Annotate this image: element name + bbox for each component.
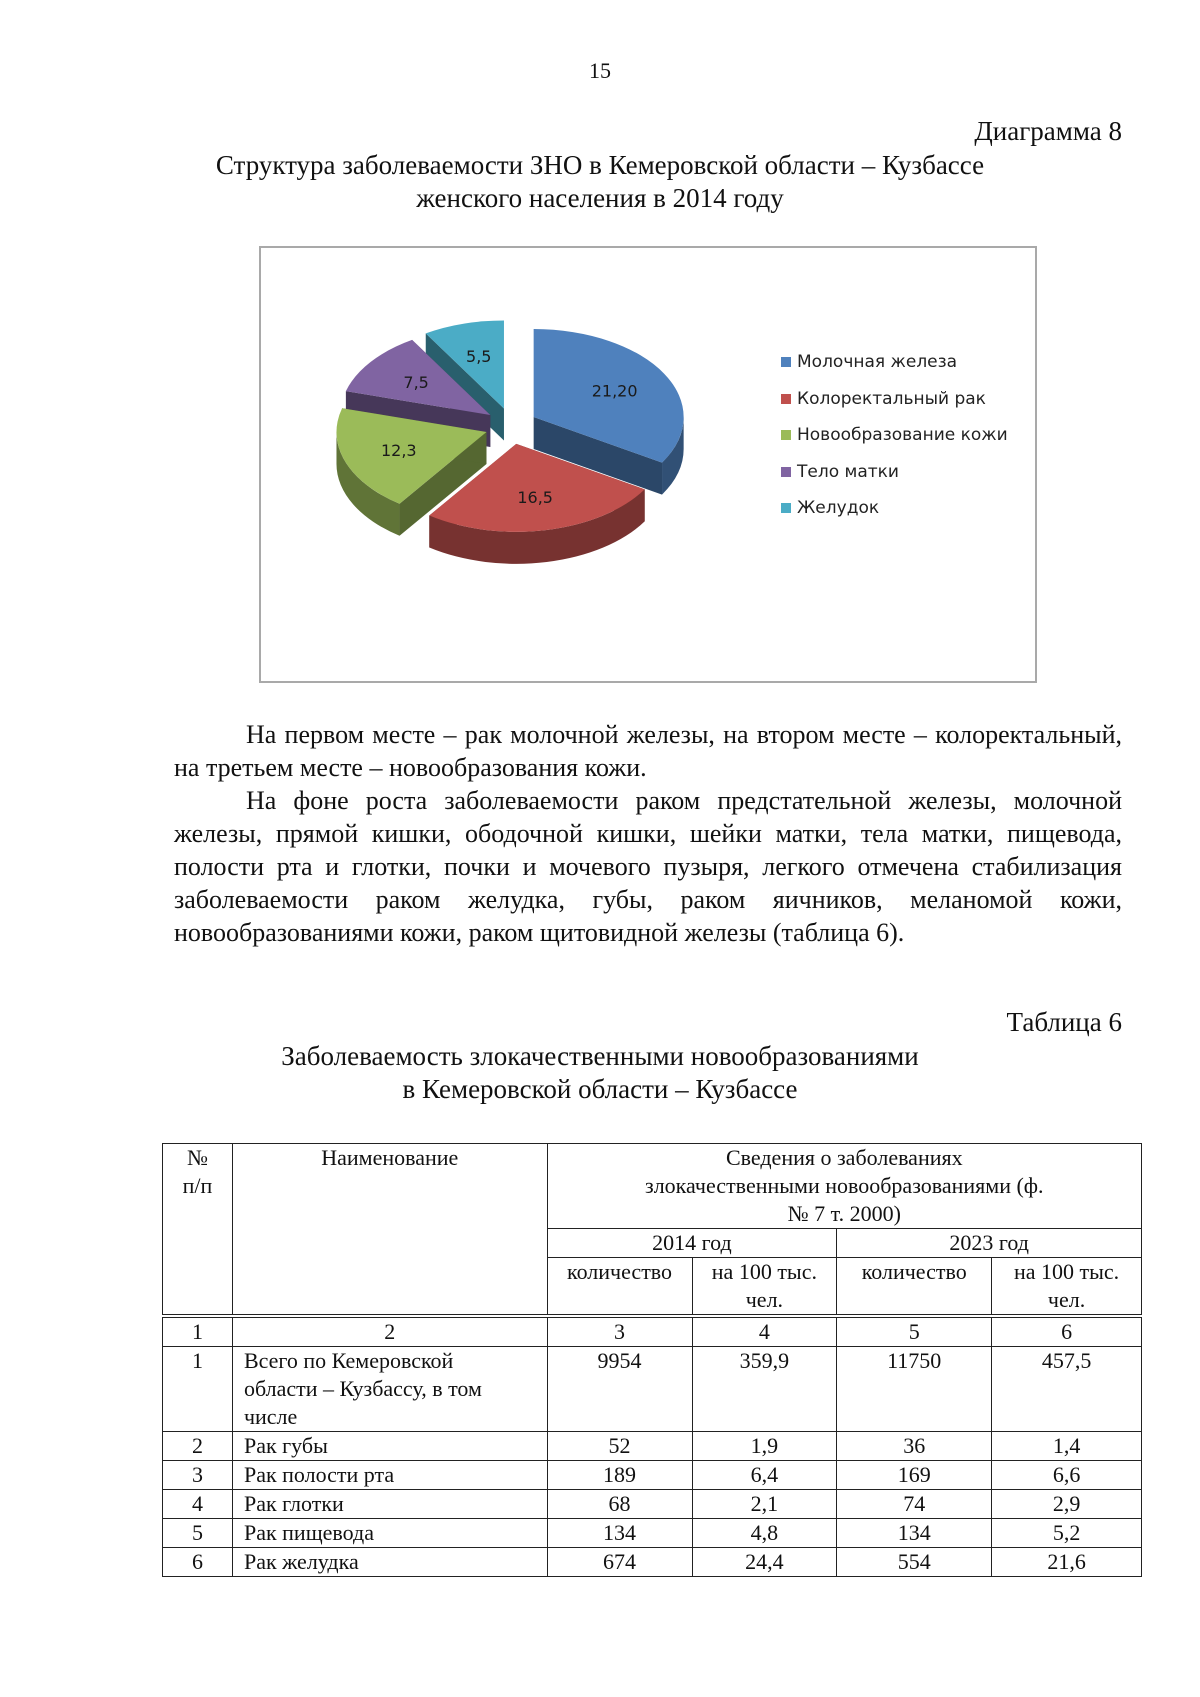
cell-num: 1 xyxy=(163,1347,233,1432)
header-num: № п/п xyxy=(163,1144,233,1315)
cell-rate-2014: 4,8 xyxy=(692,1519,837,1548)
pie-chart xyxy=(259,246,1037,683)
data-label-skin: 12,3 xyxy=(380,441,417,461)
cell-count-2023: 134 xyxy=(837,1519,992,1548)
legend-label-skin: Новообразование кожи xyxy=(797,425,1008,445)
cell-num: 4 xyxy=(163,1490,233,1519)
legend-label-colorectal: Колоректальный рак xyxy=(797,388,986,409)
incidence-table-grid xyxy=(162,1143,1142,1577)
header-count-2014: количество xyxy=(547,1258,692,1315)
legend-swatch-stomach xyxy=(781,503,791,513)
cell-rate-2014: 6,4 xyxy=(692,1461,837,1490)
cell-count-2023: 554 xyxy=(837,1548,992,1577)
legend-item-colorectal xyxy=(781,388,1008,410)
cell-count-2014: 674 xyxy=(547,1548,692,1577)
cell-rate-2023: 21,6 xyxy=(992,1548,1142,1577)
table-row xyxy=(163,1548,1142,1577)
cell-count-2014: 189 xyxy=(547,1461,692,1490)
header-name: Наименование xyxy=(232,1144,547,1315)
cell-rate-2023: 6,6 xyxy=(992,1461,1142,1490)
legend-item-breast xyxy=(781,351,1008,373)
diagram-title-line1: Структура заболеваемости ЗНО в Кемеровской области – Кузбассе xyxy=(215,150,985,180)
header-year-2014: 2014 год xyxy=(547,1229,837,1258)
cell-count-2023: 169 xyxy=(837,1461,992,1490)
header-rate-2023: на 100 тыс. чел. xyxy=(992,1258,1142,1315)
table-caption: Таблица 6 xyxy=(1006,1007,1122,1037)
data-label-breast: 21,20 xyxy=(591,381,638,401)
legend-item-skin xyxy=(781,424,1008,446)
cell-name: Рак желудка xyxy=(232,1548,547,1577)
legend-label-uterus: Тело матки xyxy=(797,461,899,482)
table-row xyxy=(163,1432,1142,1461)
colnum-6: 6 xyxy=(992,1318,1142,1347)
colnum-2: 2 xyxy=(232,1318,547,1347)
cell-rate-2014: 24,4 xyxy=(692,1548,837,1577)
paragraph-1 xyxy=(174,718,1122,784)
cell-num: 3 xyxy=(163,1461,233,1490)
cell-name: Рак губы xyxy=(232,1432,547,1461)
cell-name: Всего по Кемеровской области – Кузбассу, в том числе xyxy=(232,1347,547,1432)
header-year-2023: 2023 год xyxy=(837,1229,1142,1258)
cell-rate-2023: 2,9 xyxy=(992,1490,1142,1519)
table-column-numbers xyxy=(163,1318,1142,1347)
cell-num: 6 xyxy=(163,1548,233,1577)
cell-count-2014: 52 xyxy=(547,1432,692,1461)
cell-count-2023: 36 xyxy=(837,1432,992,1461)
paragraph-1-text: На первом месте – рак молочной железы, на втором месте – колоректальный, на третьем месте – новообразования кожи. xyxy=(174,720,1122,782)
incidence-table xyxy=(162,1143,1142,1577)
colnum-1: 1 xyxy=(163,1318,233,1347)
legend-label-breast: Молочная железа xyxy=(797,352,958,372)
legend-swatch-breast xyxy=(781,357,791,367)
legend-swatch-colorectal xyxy=(781,394,791,404)
table-row xyxy=(163,1461,1142,1490)
cell-num: 5 xyxy=(163,1519,233,1548)
cell-name: Рак глотки xyxy=(232,1490,547,1519)
cell-name: Рак пищевода xyxy=(232,1519,547,1548)
table-row xyxy=(163,1347,1142,1432)
legend-item-stomach xyxy=(781,497,1008,519)
diagram-caption: Диаграмма 8 xyxy=(974,116,1122,146)
header-info: Сведения о заболеваниях злокачественными новообразованиями (ф. № 7 т. 2000) xyxy=(547,1144,1141,1229)
cell-count-2023: 74 xyxy=(837,1490,992,1519)
cell-rate-2023: 5,2 xyxy=(992,1519,1142,1548)
legend-label-stomach: Желудок xyxy=(797,498,880,518)
cell-num: 2 xyxy=(163,1432,233,1461)
cell-rate-2023: 457,5 xyxy=(992,1347,1142,1432)
cell-count-2023: 11750 xyxy=(837,1347,992,1432)
cell-rate-2023: 1,4 xyxy=(992,1432,1142,1461)
cell-count-2014: 9954 xyxy=(547,1347,692,1432)
header-count-2023: количество xyxy=(837,1258,992,1315)
table-header-row xyxy=(163,1144,1142,1229)
cell-rate-2014: 1,9 xyxy=(692,1432,837,1461)
data-label-stomach: 5,5 xyxy=(466,346,492,366)
colnum-3: 3 xyxy=(547,1318,692,1347)
cell-count-2014: 68 xyxy=(547,1490,692,1519)
table-title-line1: Заболеваемость злокачественными новообразованиями xyxy=(281,1041,919,1071)
legend-swatch-skin xyxy=(781,430,791,440)
table-row xyxy=(163,1519,1142,1548)
diagram-title-line2: женского населения в 2014 году xyxy=(416,183,784,213)
colnum-4: 4 xyxy=(692,1318,837,1347)
page-number: 15 xyxy=(589,58,611,83)
colnum-5: 5 xyxy=(837,1318,992,1347)
cell-rate-2014: 2,1 xyxy=(692,1490,837,1519)
cell-name: Рак полости рта xyxy=(232,1461,547,1490)
header-rate-2014: на 100 тыс. чел. xyxy=(692,1258,837,1315)
legend-item-uterus xyxy=(781,461,1008,483)
paragraph-2 xyxy=(174,784,1122,949)
table-title-line2: в Кемеровской области – Кузбассе xyxy=(402,1074,798,1104)
cell-rate-2014: 359,9 xyxy=(692,1347,837,1432)
cell-count-2014: 134 xyxy=(547,1519,692,1548)
table-row xyxy=(163,1490,1142,1519)
data-label-colorectal: 16,5 xyxy=(517,488,553,508)
paragraph-2-text: На фоне роста заболеваемости раком предстательной железы, молочной железы, прямой кишки, ободочной кишки, шейки матки, тела матки, пищевода, полости рта и глотки, почки и мочевого пузыря, легкого отмечена стабилизация заболеваемости раком желудка, губы, раком яичников, меланомой кожи, новообразованиями кожи, раком щитовидной железы (таблица 6). xyxy=(174,786,1122,947)
legend-swatch-uterus xyxy=(781,467,791,477)
data-label-uterus: 7,5 xyxy=(403,373,429,393)
chart-legend xyxy=(781,351,1008,534)
